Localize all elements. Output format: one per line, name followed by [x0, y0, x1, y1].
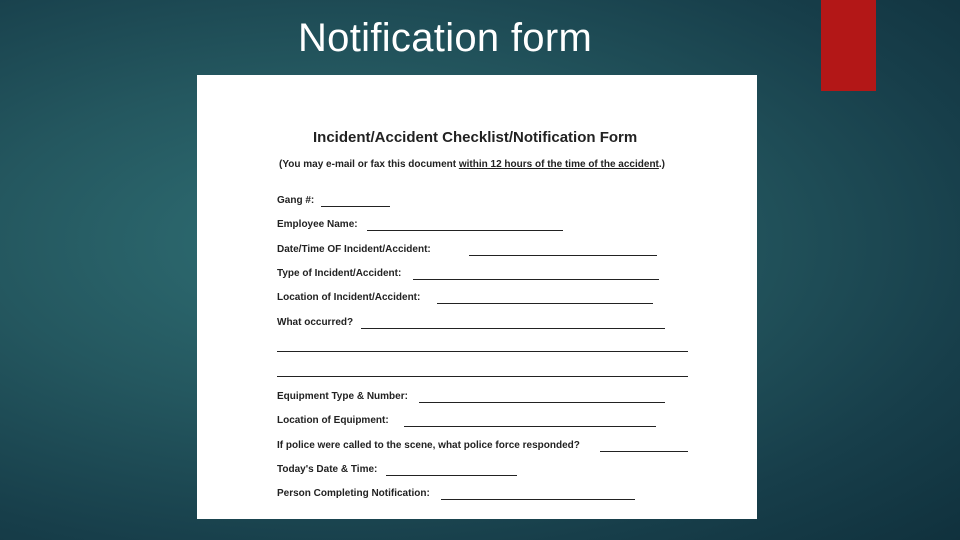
field-equipment-type-label: Equipment Type & Number: [277, 391, 408, 402]
form-title: Incident/Accident Checklist/Notification Form [313, 129, 638, 146]
field-type-incident-label: Type of Incident/Accident: [277, 268, 402, 279]
form-subtitle [279, 159, 665, 170]
field-police-line [600, 451, 688, 452]
subtitle-text-before: (You may e-mail or fax this document [279, 159, 459, 170]
field-gang-label: Gang #: [277, 195, 315, 206]
field-employee-name-label: Employee Name: [277, 219, 358, 230]
subtitle-text-after: .) [658, 159, 665, 170]
subtitle-deadline: within 12 hours of the time of the accident [458, 159, 659, 170]
field-what-occurred-line-3 [277, 376, 688, 377]
field-todays-date-line [386, 475, 517, 476]
accent-bar [821, 0, 876, 91]
field-date-time-incident-label: Date/Time OF Incident/Accident: [277, 244, 431, 255]
field-person-completing-label: Person Completing Notification: [277, 488, 430, 499]
form-document-image [197, 75, 757, 519]
field-location-equipment-label: Location of Equipment: [277, 415, 389, 426]
field-todays-date-label: Today's Date & Time: [277, 464, 378, 475]
field-location-incident-line [437, 303, 653, 304]
field-police-label: If police were called to the scene, what police force responded? [277, 440, 580, 451]
field-location-equipment-line [404, 426, 656, 427]
field-equipment-type-line [419, 402, 665, 403]
field-what-occurred-line [361, 328, 665, 329]
field-type-incident-line [413, 279, 659, 280]
field-what-occurred-line-2 [277, 351, 688, 352]
field-date-time-incident-line [469, 255, 657, 256]
field-gang-line [321, 206, 390, 207]
field-location-incident-label: Location of Incident/Accident: [277, 292, 421, 303]
field-employee-name-line [367, 230, 563, 231]
slide-title: Notification form [298, 16, 593, 60]
field-person-completing-line [441, 499, 635, 500]
field-what-occurred-label: What occurred? [277, 317, 354, 328]
